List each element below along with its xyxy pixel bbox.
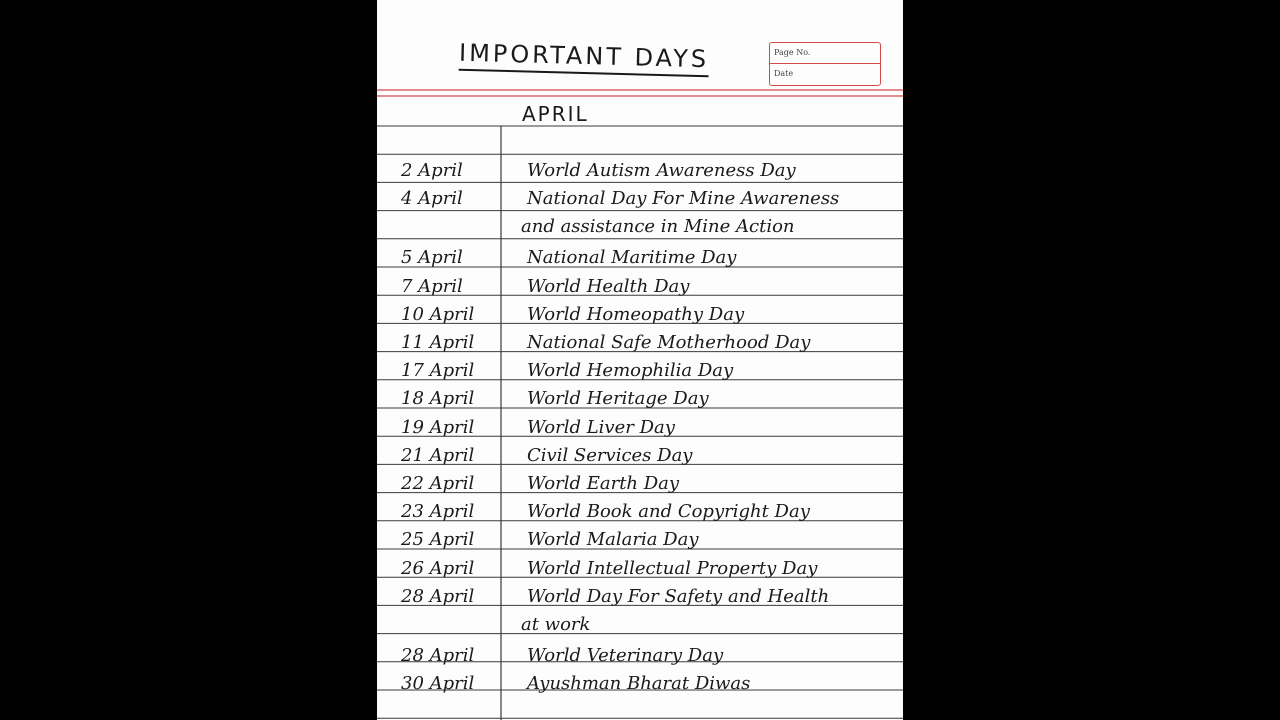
page-number-box — [769, 42, 881, 86]
entry-date: 10 April — [401, 303, 475, 325]
entry-date: 19 April — [401, 416, 475, 438]
entry-date: 5 April — [401, 247, 463, 269]
entry-name: Ayushman Bharat Diwas — [527, 673, 751, 695]
entry-date: 21 April — [401, 444, 475, 466]
entry-name: World Liver Day — [527, 416, 675, 438]
entry-date: 28 April — [401, 585, 475, 607]
entry-name: World Book and Copyright Day — [527, 501, 810, 523]
entry-date: 4 April — [401, 188, 463, 210]
entry-date: 26 April — [401, 557, 475, 579]
entry-name: World Veterinary Day — [527, 645, 724, 667]
month-heading: APRIL — [522, 102, 589, 126]
entry-date: 25 April — [401, 529, 475, 551]
entry-name: National Day For Mine Awareness — [527, 188, 840, 210]
entry-date: 18 April — [401, 388, 475, 410]
date-label: Date — [770, 63, 880, 84]
entry-name: and assistance in Mine Action — [521, 216, 795, 238]
notebook-page — [377, 0, 903, 720]
entry-date: 22 April — [401, 473, 475, 495]
entry-name: Civil Services Day — [527, 444, 693, 466]
entry-name: World Intellectual Property Day — [527, 557, 818, 579]
entry-date: 28 April — [401, 645, 475, 667]
page-title: IMPORTANT DAYS — [459, 39, 710, 78]
entry-name: National Maritime Day — [527, 247, 737, 269]
entry-name: World Hemophilia Day — [527, 360, 734, 382]
entry-name: World Health Day — [527, 275, 690, 297]
entry-date: 30 April — [401, 673, 475, 695]
entry-name: World Malaria Day — [527, 529, 699, 551]
page-no-label: Page No. — [774, 48, 811, 57]
entry-date: 2 April — [401, 160, 463, 181]
entry-date: 7 April — [401, 275, 463, 297]
entry-name: World Autism Awareness Day — [527, 160, 796, 181]
entry-name: World Heritage Day — [527, 388, 709, 410]
entry-name: World Homeopathy Day — [527, 303, 745, 325]
entry-date: 11 April — [401, 332, 475, 354]
entry-name: at work — [521, 614, 591, 636]
entry-name: World Earth Day — [527, 473, 680, 495]
entry-name: World Day For Safety and Health — [527, 585, 830, 607]
entry-date: 23 April — [401, 501, 475, 523]
entry-name: National Safe Motherhood Day — [527, 332, 811, 354]
entry-date: 17 April — [401, 360, 475, 382]
